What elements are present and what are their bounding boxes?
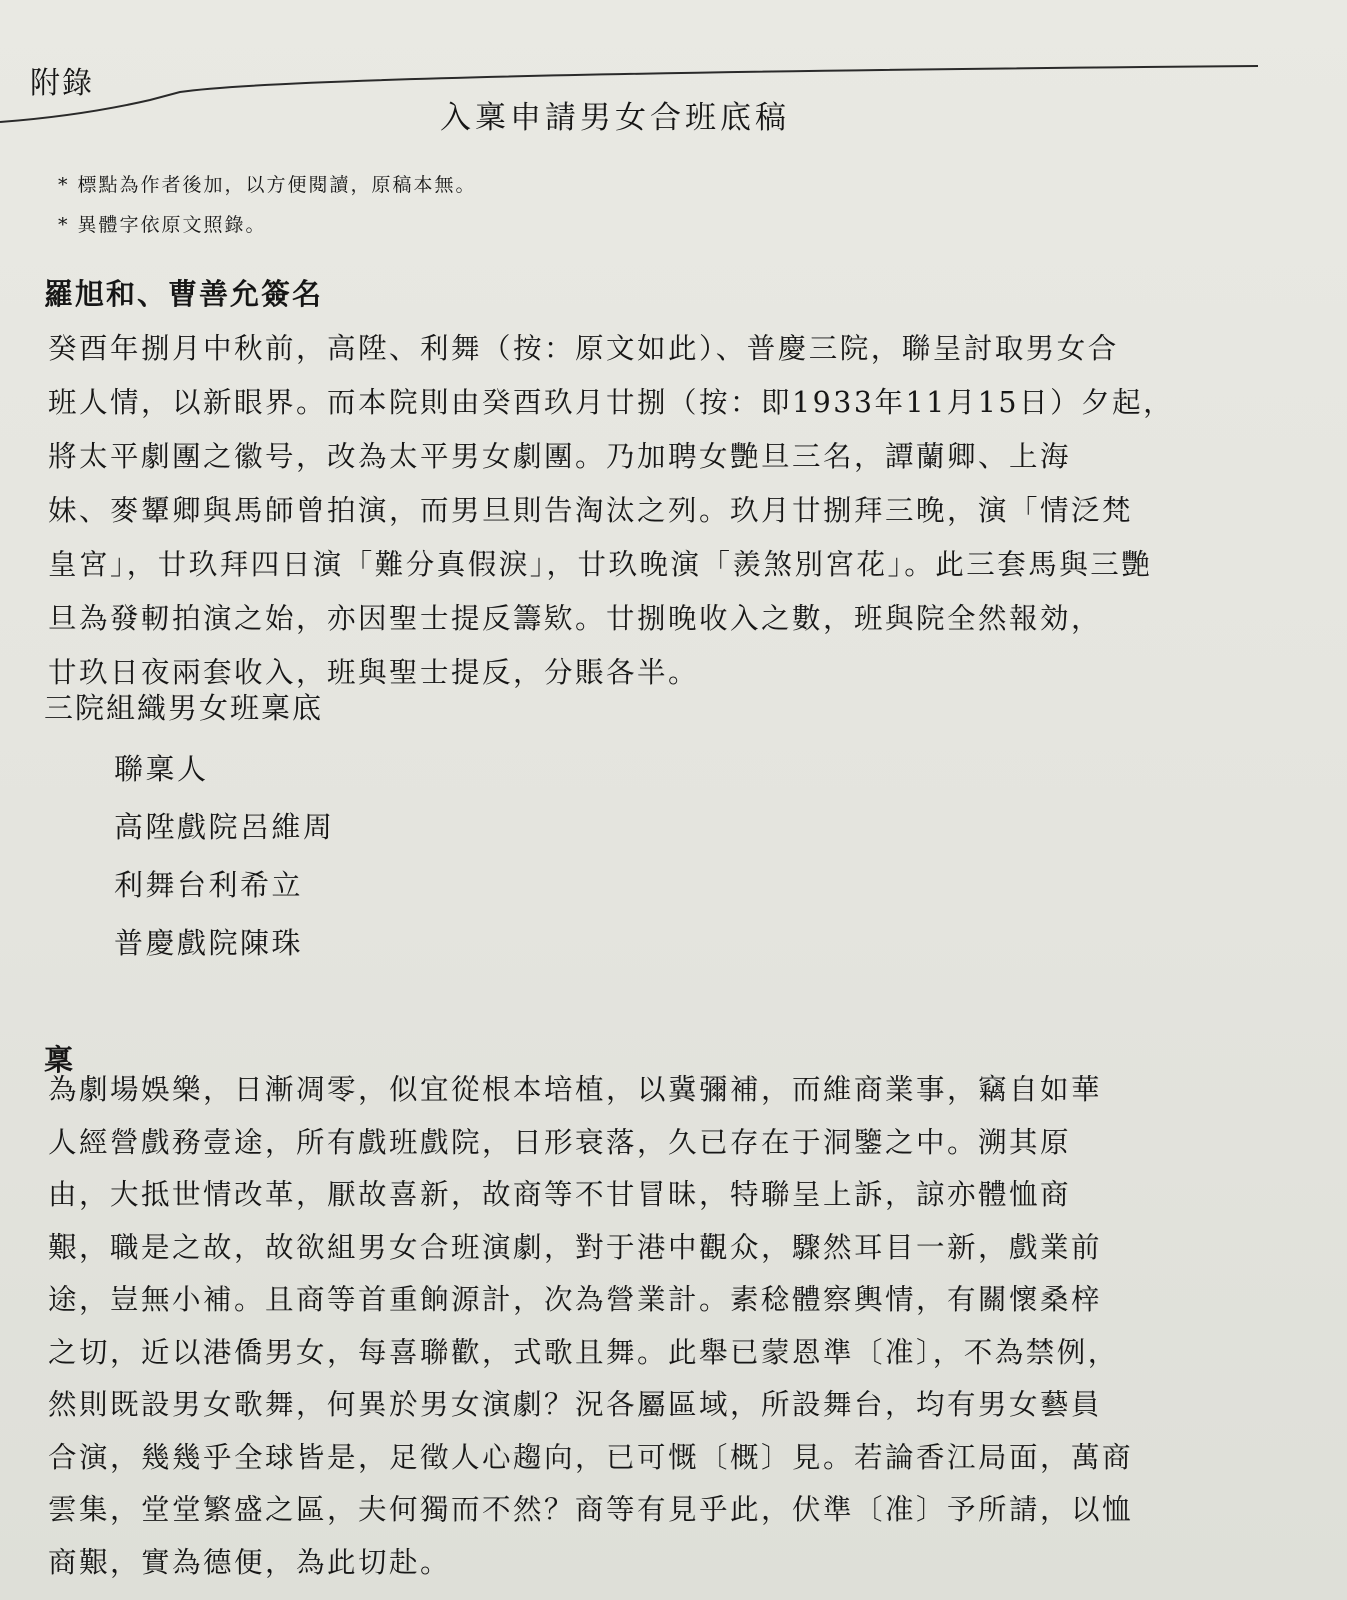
text-line: 人經營戲務壹途，所有戲班戲院，日形衰落，久已存在于洞鑒之中。溯其原 bbox=[48, 1125, 1072, 1159]
text-line: 由，大抵世情改革，厭故喜新，故商等不甘冒昧，特聯呈上訴，諒亦體恤商 bbox=[48, 1178, 1072, 1211]
text-line: 妹、麥顰卿與馬師曾拍演，而男旦則告淘汰之列。玖月廿捌拜三晚，演「情泛梵 bbox=[48, 494, 1134, 527]
list-item: 聯稟人 bbox=[114, 752, 209, 786]
text-line: 旦為發軔拍演之始，亦因聖士提反籌欵。廿捌晚收入之數，班與院全然報効， bbox=[48, 602, 1103, 635]
text-line: 然則既設男女歌舞，何異於男女演劇？況各屬區域，所設舞台，均有男女藝員 bbox=[48, 1388, 1103, 1421]
list-item: 利舞台利希立 bbox=[114, 868, 304, 902]
text-line: 商艱，實為德便，為此切赴。 bbox=[48, 1545, 452, 1579]
text-line: 途，豈無小補。且商等首重餉源計，次為營業計。素稔體察輿情，有關懷桑梓 bbox=[48, 1283, 1103, 1316]
section-heading-petition-draft: 三院組織男女班稟底 bbox=[44, 691, 324, 725]
text-line: 癸酉年捌月中秋前，高陞、利舞（按：原文如此）、普慶三院，聯呈討取男女合 bbox=[48, 332, 1119, 365]
text-line: 雲集，堂堂繁盛之區，夫何獨而不然？商等有見乎此，伏準〔准〕予所請，以恤 bbox=[48, 1493, 1134, 1526]
text-line: 艱，職是之故，故欲組男女合班演劇，對于港中觀众，驟然耳目一新，戲業前 bbox=[48, 1230, 1103, 1264]
section-body-signatories bbox=[48, 322, 1174, 700]
text-line: 皇宮」，廿玖拜四日演「難分真假淚」，廿玖晚演「羨煞別宮花」。此三套馬與三艷 bbox=[48, 548, 1153, 581]
section-heading-petition: 稟 bbox=[44, 1043, 76, 1077]
running-head: 附錄 bbox=[30, 66, 94, 101]
editorial-note: * 標點為作者後加，以方便閱讀，原稿本無。 bbox=[58, 174, 477, 196]
editorial-note: * 異體字依原文照錄。 bbox=[58, 214, 267, 236]
list-item: 普慶戲院陳珠 bbox=[114, 926, 304, 960]
text-line: 之切，近以港僑男女，每喜聯歡，式歌且舞。此舉已蒙恩準〔准〕，不為禁例， bbox=[48, 1335, 1119, 1369]
document-title: 入稟申請男女合班底稿 bbox=[440, 100, 790, 136]
text-line: 將太平劇團之徽号，改為太平男女劇團。乃加聘女艷旦三名，譚蘭卿、上海 bbox=[48, 440, 1072, 473]
text-line: 廿玖日夜兩套收入，班與聖士提反，分賬各半。 bbox=[48, 656, 700, 689]
section-body-petition bbox=[48, 1064, 1133, 1589]
section-heading-signatories: 羅旭和、曹善允簽名 bbox=[44, 277, 324, 311]
text-line: 班人情，以新眼界。而本院則由癸酉玖月廿捌（按：即1933年11月15日）夕起， bbox=[48, 386, 1175, 419]
petitioner-list bbox=[114, 740, 335, 972]
text-line: 合演，幾幾乎全球皆是，足徵人心趨向，已可慨〔概〕見。若論香江局面，萬商 bbox=[48, 1440, 1134, 1474]
list-item: 高陞戲院呂維周 bbox=[114, 810, 335, 844]
text-line: 為劇場娛樂，日漸凋零，似宜從根本培植，以冀彌補，而維商業事，竊自如華 bbox=[48, 1073, 1103, 1106]
